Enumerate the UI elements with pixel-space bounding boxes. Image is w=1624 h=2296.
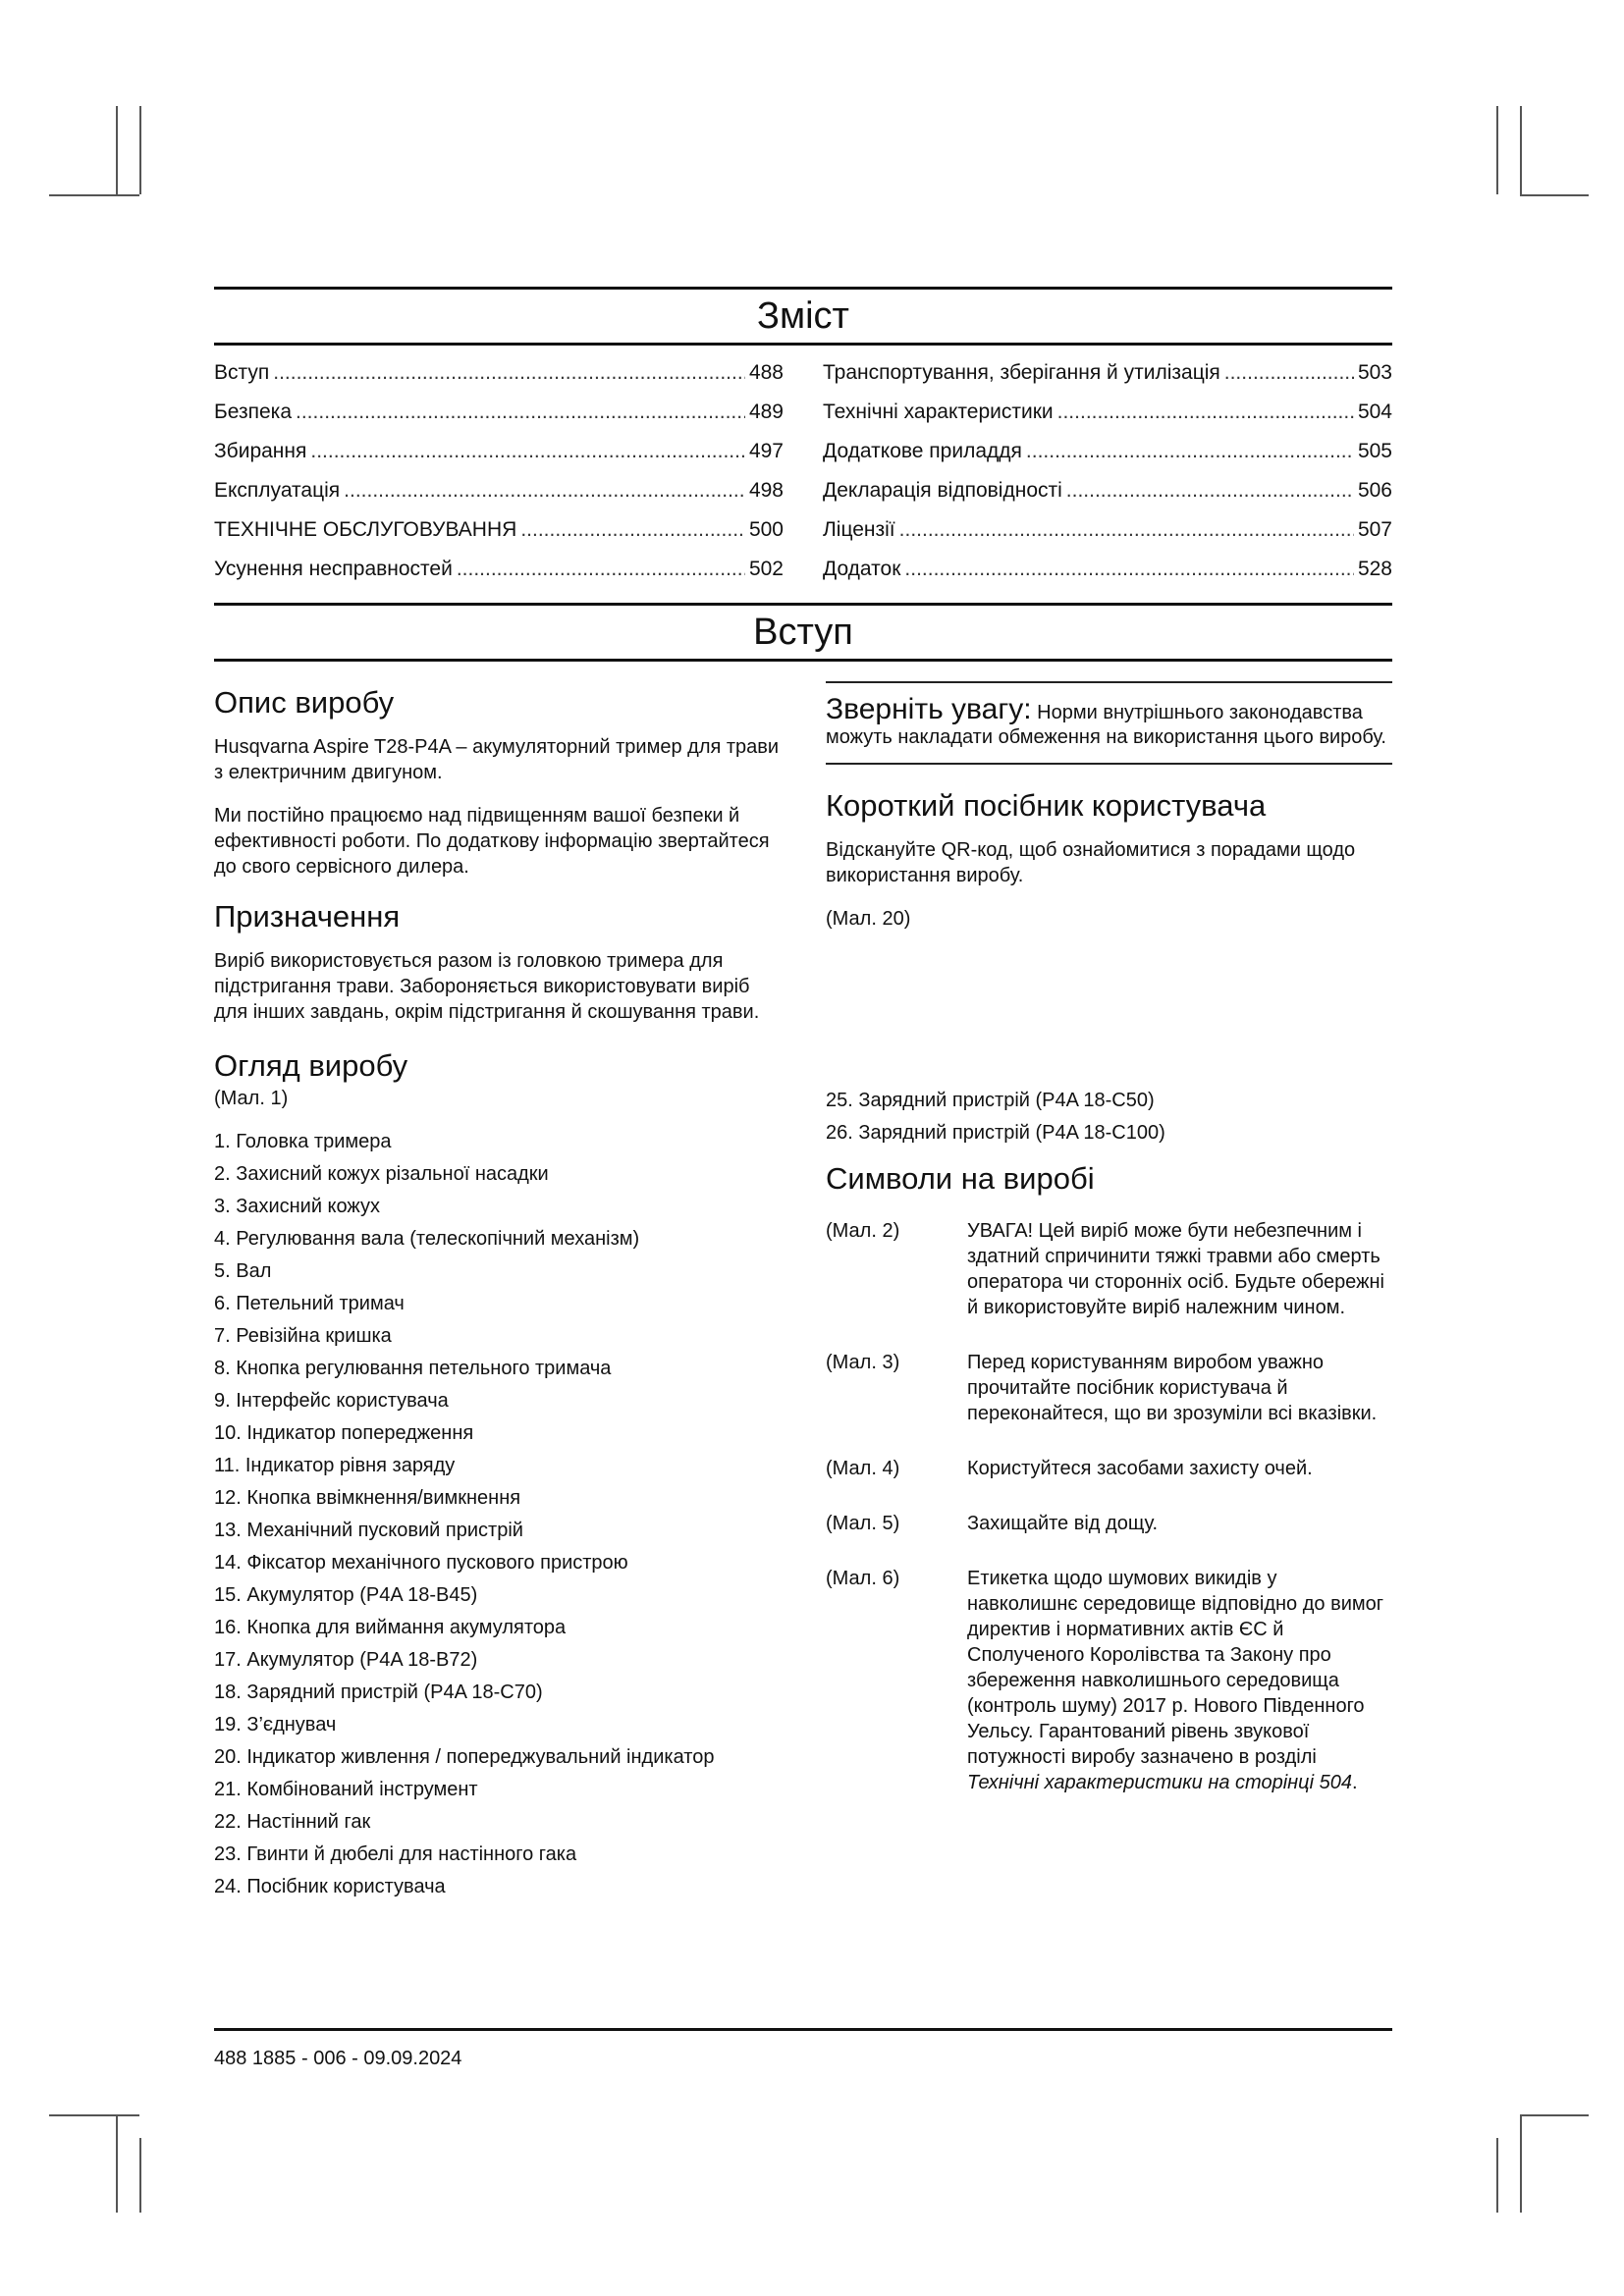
toc-page: 528: [1357, 558, 1392, 580]
list-item: 1. Головка тримера: [214, 1131, 392, 1152]
list-item: 25. Зарядний пристрій (P4A 18-C50): [826, 1090, 1155, 1111]
heading-product-description: Опис виробу: [214, 685, 395, 720]
toc-entry[interactable]: [823, 353, 1392, 393]
toc-page: 504: [1357, 400, 1392, 423]
toc-page: 505: [1357, 440, 1392, 462]
toc-entry[interactable]: [214, 393, 784, 432]
toc-leader: [1224, 353, 1354, 393]
toc-leader: [344, 471, 745, 510]
page-content: [214, 287, 1392, 1906]
list-item: 13. Механічний пусковий пристрій: [214, 1520, 523, 1541]
list-item: 6. Петельний тримач: [214, 1293, 405, 1314]
toc-entry[interactable]: [823, 510, 1392, 550]
toc-leader: [1026, 432, 1354, 471]
toc-label: Вступ: [214, 361, 270, 384]
crop-mark: [116, 106, 118, 194]
toc-entry[interactable]: [214, 353, 784, 393]
toc-leader: [1066, 471, 1354, 510]
crop-mark: [1520, 2114, 1589, 2116]
toc-page: 488: [748, 361, 784, 384]
toc-entry[interactable]: [823, 471, 1392, 510]
toc-label: Ліцензії: [823, 518, 895, 541]
symbol-description: [967, 1566, 1392, 1795]
list-item: 17. Акумулятор (P4A 18-B72): [214, 1649, 478, 1671]
heading-purpose: Призначення: [214, 899, 401, 934]
symbol-description: Перед користуванням виробом уважно прочитайте посібник користувача й переконайтеся, що ви зрозуміли всі вказівки.: [967, 1352, 1378, 1424]
left-column-bottom: [214, 1042, 784, 1906]
symbol-description-text: Етикетка щодо шумових викидів у навколишнє середовище відповідно до вимог директив і нормативних актів ЄС й Сполученого Королівства та Закону про збереження навколишнього середовища (контроль шуму) 2017 р. Нового Південного Уельсу. Гарантований рівень звукової потужності виробу зазначено в розділі: [967, 1568, 1384, 1768]
list-item: 2. Захисний кожух різальної насадки: [214, 1163, 549, 1185]
toc-leader: [310, 432, 745, 471]
crop-mark: [1520, 2114, 1522, 2213]
symbol-figure-ref: (Мал. 4): [826, 1458, 900, 1479]
quick-guide-figure-ref: (Мал. 20): [826, 908, 911, 930]
toc-label: Додаткове приладдя: [823, 440, 1022, 462]
toc-entry[interactable]: [214, 510, 784, 550]
toc-entry[interactable]: [214, 432, 784, 471]
toc-page: 506: [1357, 479, 1392, 502]
notice-box: [826, 683, 1392, 763]
toc-page: 498: [748, 479, 784, 502]
notice-text: Норми внутрішнього законодавства можуть накладати обмеження на використання цього виробу.: [826, 702, 1386, 748]
list-item: 18. Зарядний пристрій (P4A 18-C70): [214, 1682, 543, 1703]
crop-mark: [49, 194, 139, 196]
table-of-contents: [214, 346, 1392, 603]
toc-label: Збирання: [214, 440, 307, 462]
heading-product-overview: Огляд виробу: [214, 1048, 408, 1083]
list-item: 9. Інтерфейс користувача: [214, 1390, 449, 1412]
toc-label: Транспортування, зберігання й утилізація: [823, 361, 1220, 384]
list-item: 21. Комбінований інструмент: [214, 1779, 478, 1800]
toc-label: Технічні характеристики: [823, 400, 1054, 423]
toc-label: Безпека: [214, 400, 293, 423]
footer-page-info: 488 1885 - 006 - 09.09.2024: [214, 2048, 462, 2069]
toc-entry[interactable]: [214, 550, 784, 589]
parts-list: [214, 1129, 784, 1899]
symbol-row: [826, 1456, 1392, 1481]
list-item: 16. Кнопка для виймання акумулятора: [214, 1617, 567, 1638]
list-item: 26. Зарядний пристрій (P4A 18-C100): [826, 1122, 1165, 1144]
heading-symbols: Символи на виробі: [826, 1161, 1095, 1196]
symbol-description: Користуйтеся засобами захисту очей.: [967, 1458, 1313, 1479]
toc-leader: [899, 510, 1354, 550]
crop-mark: [1520, 194, 1589, 196]
list-item: 12. Кнопка ввімкнення/вимкнення: [214, 1487, 521, 1509]
purpose-text: Виріб використовується разом із головкою тримера для підстригання трави. Забороняється використовувати виріб для інших завдань, окрім підстригання й скошування трави.: [214, 950, 760, 1023]
footer-rule: [214, 2028, 1392, 2031]
list-item: 4. Регулювання вала (телескопічний механізм): [214, 1228, 640, 1250]
intro-top-columns: [214, 662, 1392, 1042]
toc-entry[interactable]: [823, 432, 1392, 471]
notice-rule-bottom: [826, 763, 1392, 765]
symbol-row: [826, 1511, 1392, 1536]
crop-mark: [49, 2114, 139, 2116]
toc-page: 507: [1357, 518, 1392, 541]
list-item: 20. Індикатор живлення / попереджувальний індикатор: [214, 1746, 715, 1768]
list-item: 14. Фіксатор механічного пускового пристрою: [214, 1552, 628, 1574]
crop-mark: [139, 106, 141, 194]
crop-mark: [1496, 106, 1498, 194]
symbol-description-end: .: [1351, 1772, 1358, 1793]
toc-leader: [904, 550, 1354, 589]
symbol-row: [826, 1350, 1392, 1426]
toc-title: Зміст: [757, 295, 849, 337]
toc-entry[interactable]: [823, 393, 1392, 432]
quick-guide-text: Відскануйте QR-код, щоб ознайомитися з порадами щодо використання виробу.: [826, 839, 1356, 886]
toc-entry[interactable]: [214, 471, 784, 510]
heading-quick-guide: Короткий посібник користувача: [826, 788, 1267, 823]
toc-label: Додаток: [823, 558, 901, 580]
list-item: 24. Посібник користувача: [214, 1876, 446, 1897]
symbol-description: УВАГА! Цей виріб може бути небезпечним і здатний спричинити тяжкі травми або смерть оператора чи сторонніх осіб. Будьте обережні й використовуйте виріб належним чином.: [967, 1220, 1384, 1318]
toc-leader: [273, 353, 745, 393]
list-item: 8. Кнопка регулювання петельного тримача: [214, 1358, 612, 1379]
symbol-figure-ref: (Мал. 6): [826, 1568, 900, 1589]
toc-label: Експлуатація: [214, 479, 341, 502]
toc-page: 497: [748, 440, 784, 462]
symbol-figure-ref: (Мал. 2): [826, 1220, 900, 1242]
toc-page: 500: [748, 518, 784, 541]
intro-bottom-columns: [214, 1042, 1392, 1906]
list-item: 11. Індикатор рівня заряду: [214, 1455, 456, 1476]
crop-mark: [1496, 2138, 1498, 2213]
left-column-top: [214, 662, 784, 1042]
toc-leader: [457, 550, 745, 589]
product-safety-text: Ми постійно працюємо над підвищенням вашої безпеки й ефективності роботи. По додаткову інформацію звертайтеся до свого сервісного дилера.: [214, 805, 770, 878]
crop-mark: [139, 2138, 141, 2213]
symbol-row: [826, 1218, 1392, 1320]
crop-mark: [1520, 106, 1522, 194]
toc-column-left: [214, 353, 784, 589]
toc-leader: [296, 393, 745, 432]
toc-column-right: [823, 353, 1392, 589]
right-column-bottom: [826, 1042, 1392, 1906]
symbol-description: Захищайте від дощу.: [967, 1513, 1159, 1534]
list-item: 19. З’єднувач: [214, 1714, 337, 1735]
toc-leader: [520, 510, 745, 550]
crop-mark: [116, 2114, 118, 2213]
symbol-figure-ref: (Мал. 5): [826, 1513, 900, 1534]
spec-page-link[interactable]: Технічні характеристики на сторінці 504: [967, 1772, 1352, 1793]
list-item: 22. Настінний гак: [214, 1811, 371, 1833]
list-item: 15. Акумулятор (P4A 18-B45): [214, 1584, 478, 1606]
notice-lead: Зверніть увагу:: [826, 693, 1032, 725]
toc-leader: [1057, 393, 1354, 432]
right-column-top: [826, 662, 1392, 1042]
overview-figure-ref: (Мал. 1): [214, 1088, 289, 1109]
list-item: 23. Гвинти й дюбелі для настінного гака: [214, 1843, 577, 1865]
symbol-row: [826, 1566, 1392, 1795]
toc-page: 503: [1357, 361, 1392, 384]
toc-label: Усунення несправностей: [214, 558, 453, 580]
section-title-intro: Вступ: [753, 612, 853, 653]
toc-label: ТЕХНІЧНЕ ОБСЛУГОВУВАННЯ: [214, 518, 517, 541]
parts-list-continued: [826, 1088, 1392, 1146]
toc-page: 502: [748, 558, 784, 580]
toc-page: 489: [748, 400, 784, 423]
product-description-text: Husqvarna Aspire T28-P4A – акумуляторний тример для трави з електричним двигуном.: [214, 736, 780, 783]
list-item: 5. Вал: [214, 1260, 272, 1282]
list-item: 7. Ревізійна кришка: [214, 1325, 392, 1347]
toc-label: Декларація відповідності: [823, 479, 1062, 502]
list-item: 3. Захисний кожух: [214, 1196, 381, 1217]
symbol-figure-ref: (Мал. 3): [826, 1352, 900, 1373]
list-item: 10. Індикатор попередження: [214, 1422, 474, 1444]
toc-entry[interactable]: [823, 550, 1392, 589]
